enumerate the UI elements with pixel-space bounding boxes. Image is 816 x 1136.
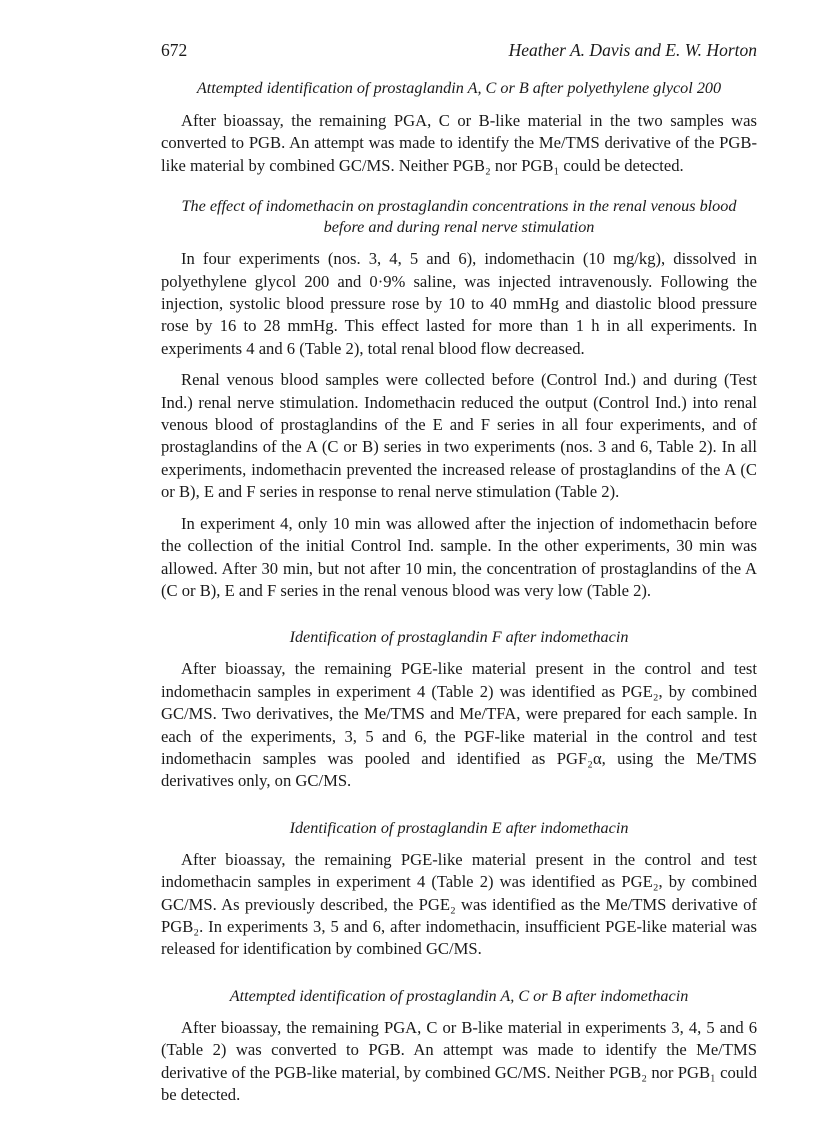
section-heading: Attempted identification of prostaglandin A, C or B after indomethacin [229,986,689,1005]
section-heading: Identification of prostaglandin E after indomethacin [289,818,629,837]
section-pgacb-peg [161,78,757,177]
paragraph: In four experiments (nos. 3, 4, 5 and 6), indomethacin (10 mg/kg), dissolved in polyethylene glycol 200 and 0·9% saline, was injected intravenously. Following the injection, systolic blood pressure rose by 10 to 40 mmHg and diastolic blood pressure rose by 16 to 28 mmHg. This effect lasted for more than 1 h in all experiments. In experiments 4 and 6 (Table 2), total renal blood flow decreased. [161,249,757,358]
text-column [161,78,757,1115]
page-number: 672 [161,40,188,60]
section-pgacb-indomethacin [161,986,757,1107]
section-heading: Attempted identification of prostaglandin A, C or B after polyethylene glycol 200 [196,79,722,97]
section-indomethacin-effect [161,196,757,602]
section-heading: Identification of prostaglandin F after indomethacin [289,628,629,647]
paragraph: After bioassay, the remaining PGE-like material present in the control and test indomethacin samples in experiment 4 (Table 2) was identified as PGE₂, by combined GC/MS. As previously described, the PGE₂ was identified as the Me/TMS derivative of PGB₂. In experiments 3, 5 and 6, after indomethacin, insufficient PGE-like material was released for identification by combined GC/MS. [161,849,757,959]
paragraph: After bioassay, the remaining PGA, C or B-like material in experiments 3, 4, 5 and 6 (Table 2) was converted to PGB. An attempt was made to identify the Me/TMS derivative of the PGB-like material, by combined GC/MS. Neither PGB₂ nor PGB₁ could be detected. [161,1017,757,1104]
paragraph: After bioassay, the remaining PGA, C or B-like material in the two samples was converted to PGB. An attempt was made to identify the Me/TMS derivative of the PGB-like material by combined GC/MS. Neither PGB₂ nor PGB₁ could be detected. [161,111,757,175]
section-pgf-indomethacin [161,627,757,792]
paragraph: In experiment 4, only 10 min was allowed after the injection of indomethacin before the collection of the initial Control Ind. sample. In the other experiments, 30 min was allowed. After 30 min, but not after 10 min, the concentration of prostaglandins of the A (C or B), E and F series in the renal venous blood was very low (Table 2). [161,513,757,600]
section-pge-indomethacin [161,818,757,961]
section-heading: The effect of indomethacin on prostaglandin concentrations in the renal venous blood before and during renal nerve stimulation [181,197,737,237]
paragraph: Renal venous blood samples were collected before (Control Ind.) and during (Test Ind.) renal nerve stimulation. Indomethacin reduced the output (Control Ind.) into renal venous blood of prostaglandins of the E and F series in all four experiments, and of prostaglandins of the A (C or B) series in two experiments (nos. 3 and 6, Table 2). In all experiments, indomethacin prevented the increased release of prostaglandins of the A (C or B), E and F series in response to renal nerve stimulation (Table 2). [161,370,757,502]
paragraph: After bioassay, the remaining PGE-like material present in the control and test indomethacin samples in experiment 4 (Table 2) was identified as PGE₂, by combined GC/MS. Two derivatives, the Me/TMS and Me/TFA, were prepared for each sample. In each of the experiments, 3, 5 and 6, the PGF-like material in the control and test indomethacin samples was pooled and identified as PGF₂α, using the Me/TMS derivatives only, on GC/MS. [161,659,757,791]
page-header [161,40,757,64]
running-head: Heather A. Davis and E. W. Horton [508,40,757,60]
